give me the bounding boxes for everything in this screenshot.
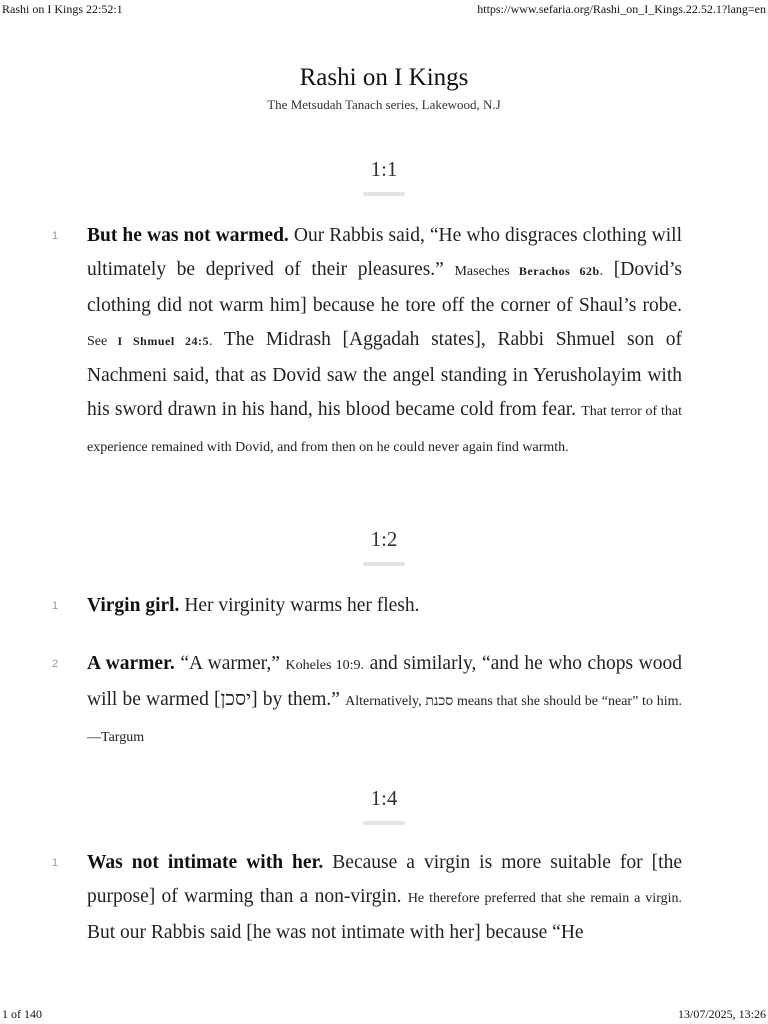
citation-link[interactable]: Berachos 62b <box>518 264 600 278</box>
comment-body: Our Rabbis said, “He who disgraces clothing will ultimately be deprived of their pleasures.” <box>87 225 682 280</box>
comment-lemma: Was not intimate with her. <box>87 852 324 873</box>
citation-link[interactable]: I Shmuel 24:5 <box>117 334 209 348</box>
print-timestamp: 13/07/2025, 13:26 <box>677 1007 766 1021</box>
section-heading: 1:1 <box>370 157 398 181</box>
page-header-url: https://www.sefaria.org/Rashi_on_I_Kings.22.52.1?lang=en <box>477 2 766 16</box>
comment-note: He therefore preferred that she remain a virgin. <box>407 891 683 906</box>
comment-body: and similarly, “and he who chops wood will be warmed [יסכן] by them.” <box>87 653 682 710</box>
comment-text <box>87 647 682 755</box>
book-subtitle: The Metsudah Tanach series, Lakewood, N.J <box>267 97 501 112</box>
comment-number: 1 <box>52 857 59 869</box>
comment-note: Maseches <box>454 264 519 279</box>
comment-number: 2 <box>52 658 59 670</box>
comment-number: 1 <box>52 230 59 242</box>
comment-body: Because a virgin is more suitable for [the purpose] of warming than a non-virgin. <box>87 852 682 907</box>
comment-text <box>87 846 682 950</box>
comment-note: That terror of that experience remained with Dovid, and from then on he could never again find warmth. <box>87 404 682 455</box>
section-divider <box>363 562 405 566</box>
comment-number: 1 <box>52 600 59 612</box>
comment-text <box>87 589 682 623</box>
comment-body: Her virginity warms her flesh. <box>179 595 420 616</box>
section-heading: 1:2 <box>370 527 398 551</box>
comment-note: Alternatively, סכנת means that she should be “near” to him.—Targum <box>87 694 682 745</box>
comment-note: See <box>87 334 118 349</box>
comment-text <box>87 219 682 465</box>
section-heading: 1:4 <box>370 786 398 810</box>
comment-body: “A warmer,” <box>174 653 286 674</box>
book-title: Rashi on I Kings <box>299 64 469 91</box>
section-divider <box>363 821 405 825</box>
page-header-title: Rashi on I Kings 22:52:1 <box>2 2 123 16</box>
comment-body: But our Rabbis said [he was not intimate with her] because “He <box>87 922 584 943</box>
comment-lemma: Virgin girl. <box>87 595 180 616</box>
comment-lemma: A warmer. <box>87 653 175 674</box>
section-divider <box>363 192 405 196</box>
comment-note: . <box>599 264 604 279</box>
page-counter: 1 of 140 <box>2 1007 42 1021</box>
comment-lemma: But he was not warmed. <box>87 225 289 246</box>
comment-body: The Midrash [Aggadah states], Rabbi Shmuel son of Nachmeni said, that as Dovid saw the angel standing in Yerusholayim with his sword drawn in his hand, his blood became cold from fear. <box>87 329 682 420</box>
comment-note: Koheles 10:9. <box>285 658 365 673</box>
comment-note: . <box>209 334 213 349</box>
comment-body: [Dovid’s clothing did not warm him] because he tore off the corner of Shaul’s robe. <box>87 259 683 316</box>
